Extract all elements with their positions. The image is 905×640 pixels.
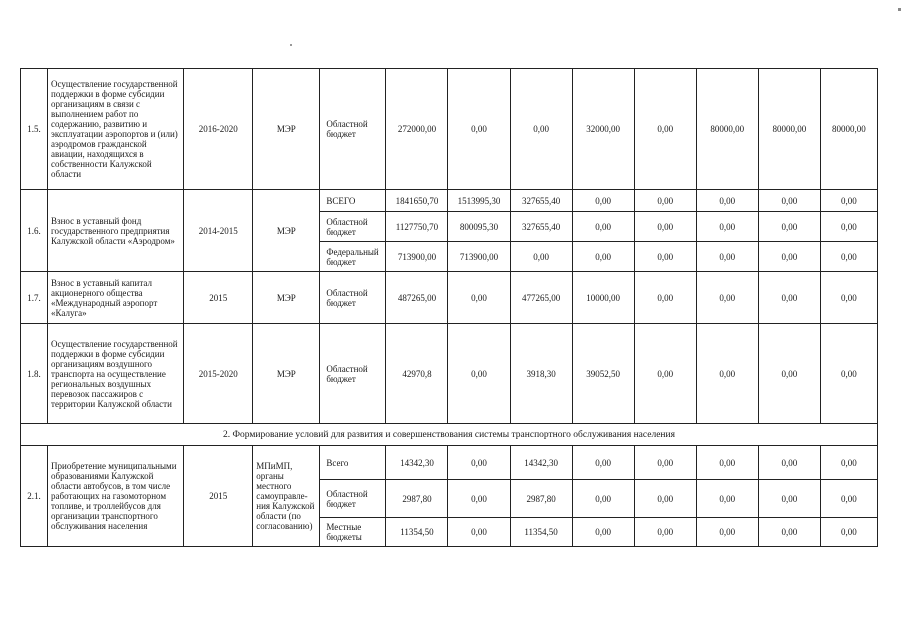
value-cell: 0,00 [820,212,877,242]
value-cell: 3918,30 [510,324,572,424]
value-cell: 0,00 [696,518,758,547]
row-description: Осуществление государственной поддержки в форме субсидии организациям в связи с выполнением работ по содержанию, развитию и эксплуатации аэропортов и (или) аэродромов гражданской авиации, находящихся в собственности Калужской области [48,69,184,190]
funding-source: Областной бюджет [320,324,386,424]
value-cell: 713900,00 [386,242,448,272]
value-cell: 487265,00 [386,272,448,324]
value-cell: 0,00 [758,212,820,242]
value-cell: 0,00 [758,242,820,272]
value-cell: 0,00 [572,212,634,242]
value-cell: 477265,00 [510,272,572,324]
value-cell: 0,00 [820,190,877,212]
value-cell: 0,00 [820,324,877,424]
value-cell: 0,00 [634,446,696,480]
value-cell: 272000,00 [386,69,448,190]
value-cell: 0,00 [696,446,758,480]
scan-speck [290,44,292,46]
value-cell: 0,00 [758,480,820,518]
value-cell: 0,00 [634,324,696,424]
value-cell: 80000,00 [820,69,877,190]
value-cell: 800095,30 [448,212,510,242]
value-cell: 0,00 [758,446,820,480]
value-cell: 0,00 [448,324,510,424]
value-cell: 0,00 [696,190,758,212]
value-cell: 0,00 [448,272,510,324]
row-description: Приобретение муниципальными образованиями Калужской области автобусов, в том числе работающих на газомоторном топливе, и троллейбусов для организации транспортного обслуживания населения [48,446,184,547]
row-period: 2015 [184,272,253,324]
funding-source: Всего [320,446,386,480]
value-cell: 2987,80 [386,480,448,518]
row-period: 2016-2020 [184,69,253,190]
funding-source: ВСЕГО [320,190,386,212]
row-period: 2015 [184,446,253,547]
value-cell: 0,00 [572,446,634,480]
value-cell: 80000,00 [758,69,820,190]
value-cell: 0,00 [448,518,510,547]
value-cell: 0,00 [758,324,820,424]
value-cell: 327655,40 [510,190,572,212]
row-executor: МЭР [253,69,320,190]
value-cell: 39052,50 [572,324,634,424]
value-cell: 80000,00 [696,69,758,190]
value-cell: 0,00 [634,190,696,212]
value-cell: 0,00 [820,518,877,547]
table-row [21,272,878,324]
value-cell: 713900,00 [448,242,510,272]
value-cell: 10000,00 [572,272,634,324]
value-cell: 0,00 [758,190,820,212]
value-cell: 0,00 [448,446,510,480]
value-cell: 0,00 [696,272,758,324]
value-cell: 0,00 [696,324,758,424]
value-cell: 2987,80 [510,480,572,518]
row-period: 2014-2015 [184,190,253,272]
table-row [21,69,878,190]
value-cell: 0,00 [820,480,877,518]
program-table [20,68,878,547]
value-cell: 14342,30 [510,446,572,480]
row-executor: МЭР [253,190,320,272]
section-row [21,424,878,446]
value-cell: 0,00 [758,272,820,324]
value-cell: 0,00 [696,480,758,518]
table-row [21,446,878,480]
value-cell: 1513995,30 [448,190,510,212]
value-cell: 0,00 [510,242,572,272]
funding-source: Областной бюджет [320,212,386,242]
value-cell: 0,00 [572,190,634,212]
value-cell: 0,00 [820,242,877,272]
value-cell: 42970,8 [386,324,448,424]
value-cell: 0,00 [634,242,696,272]
table-row [21,190,878,212]
row-number: 1.7. [21,272,48,324]
value-cell: 0,00 [448,480,510,518]
row-number: 1.5. [21,69,48,190]
funding-source: Областной бюджет [320,480,386,518]
value-cell: 32000,00 [572,69,634,190]
row-number: 2.1. [21,446,48,547]
funding-source: Федеральный бюджет [320,242,386,272]
value-cell: 1841650,70 [386,190,448,212]
value-cell: 14342,30 [386,446,448,480]
value-cell: 0,00 [634,69,696,190]
value-cell: 0,00 [634,272,696,324]
table-row [21,324,878,424]
value-cell: 0,00 [820,272,877,324]
row-number: 1.8. [21,324,48,424]
value-cell: 0,00 [634,212,696,242]
funding-source: Местные бюджеты [320,518,386,547]
row-executor: МПиМП, органы местного самоуправле-ния Калужской области (по согласованию) [253,446,320,547]
value-cell: 0,00 [696,212,758,242]
scan-speck [898,8,901,11]
row-description: Осуществление государственной поддержки в форме субсидии организациям воздушного транспорта на осуществление региональных воздушных перевозок пассажиров с территории Калужской области [48,324,184,424]
row-executor: МЭР [253,272,320,324]
value-cell: 0,00 [510,69,572,190]
value-cell: 0,00 [696,242,758,272]
value-cell: 0,00 [572,480,634,518]
value-cell: 0,00 [572,242,634,272]
value-cell: 0,00 [634,480,696,518]
row-period: 2015-2020 [184,324,253,424]
value-cell: 0,00 [634,518,696,547]
row-executor: МЭР [253,324,320,424]
row-description: Взнос в уставный фонд государственного предприятия Калужской области «Аэродром» [48,190,184,272]
value-cell: 11354,50 [510,518,572,547]
value-cell: 0,00 [820,446,877,480]
value-cell: 11354,50 [386,518,448,547]
section-heading: 2. Формирование условий для развития и совершенствования системы транспортного обслуживания населения [21,424,878,446]
row-description: Взнос в уставный капитал акционерного общества «Международный аэропорт «Калуга» [48,272,184,324]
funding-source: Областной бюджет [320,272,386,324]
value-cell: 0,00 [448,69,510,190]
value-cell: 0,00 [758,518,820,547]
value-cell: 1127750,70 [386,212,448,242]
row-number: 1.6. [21,190,48,272]
funding-source: Областной бюджет [320,69,386,190]
value-cell: 327655,40 [510,212,572,242]
value-cell: 0,00 [572,518,634,547]
